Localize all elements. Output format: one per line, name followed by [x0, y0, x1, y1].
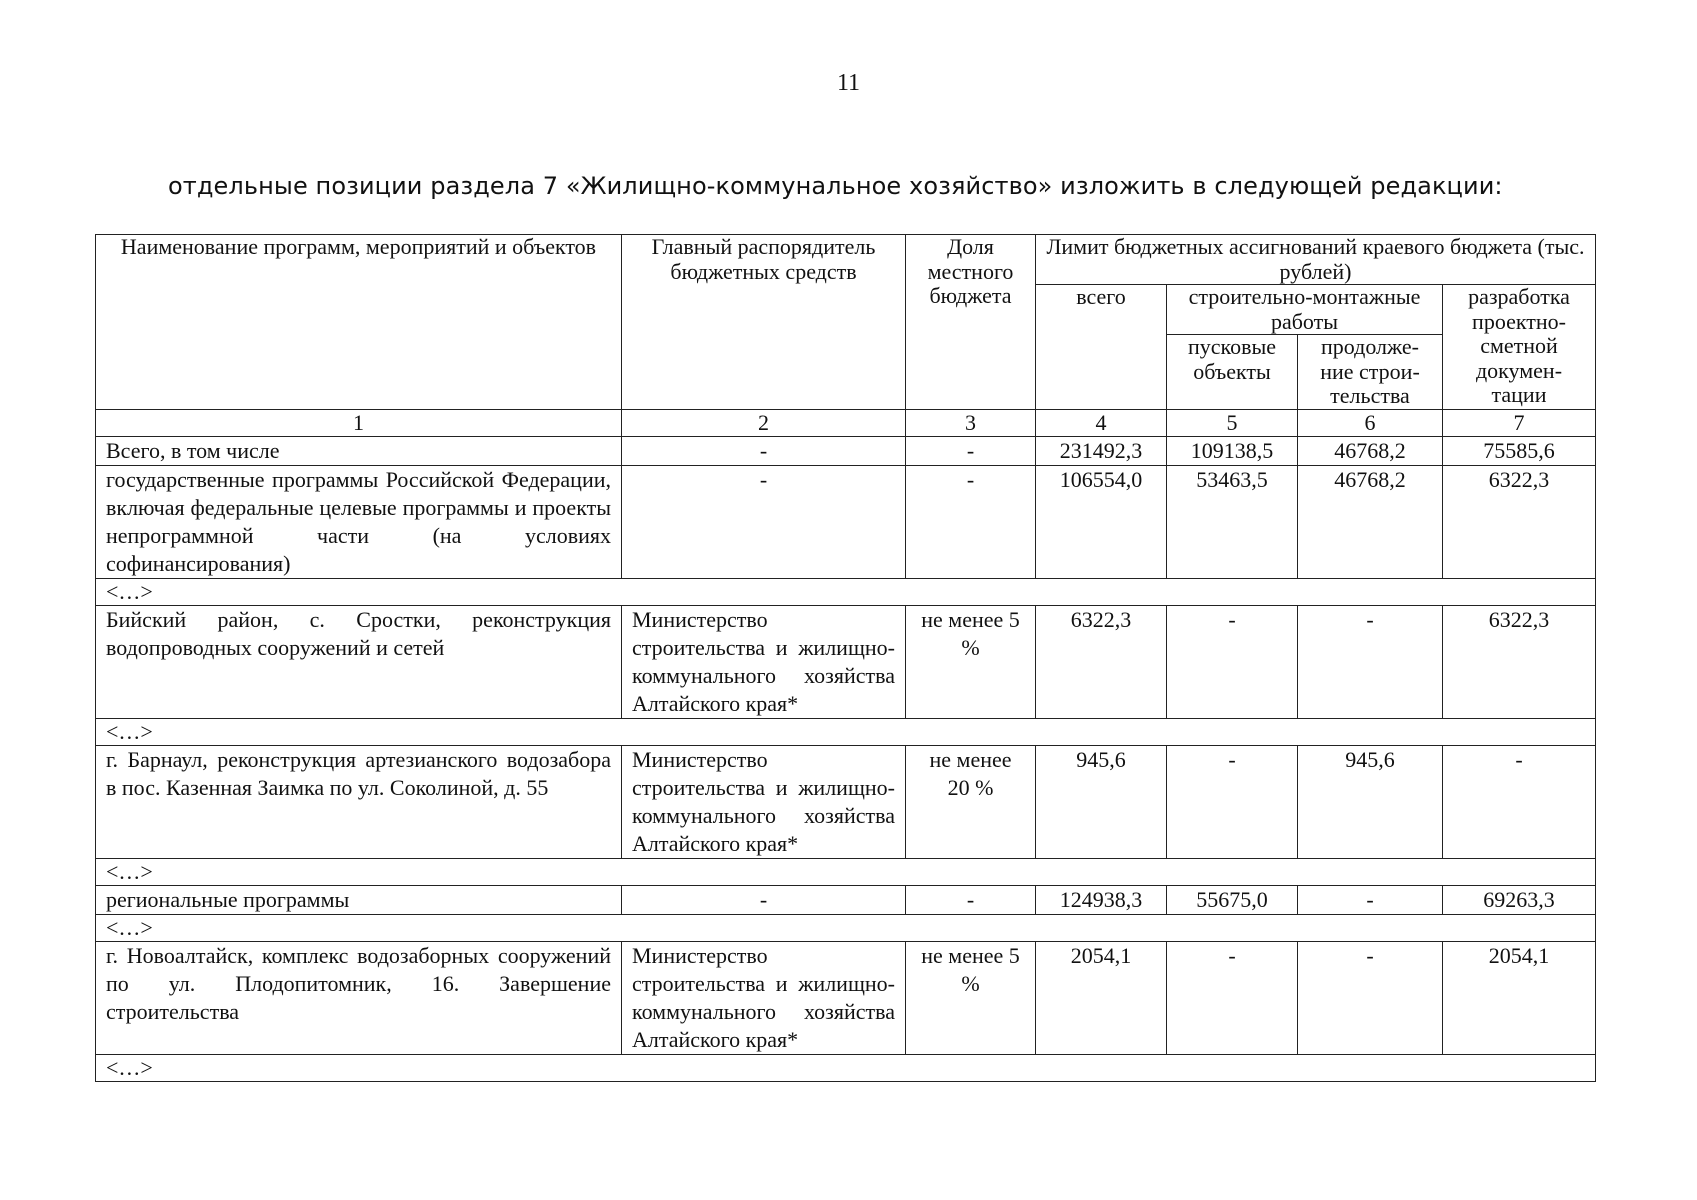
ellipsis-marker: <…>: [96, 718, 1596, 745]
row-manager: Министерство строительства и жилищно-коммунального хозяйства Алтайского края*: [622, 745, 906, 858]
header-launch: пусковые объекты: [1167, 335, 1298, 410]
header-construction: строительно-монтажные работы: [1167, 285, 1443, 335]
row-name: региональные программы: [96, 885, 622, 914]
row-launch: -: [1167, 745, 1298, 858]
row-share: -: [906, 885, 1036, 914]
row-launch: -: [1167, 941, 1298, 1054]
row-name: государственные программы Российской Федерации, включая федеральные целевые программы и проекты непрограммной части (на условиях софинансирования): [96, 465, 622, 578]
row-share: -: [906, 436, 1036, 465]
row-manager: Министерство строительства и жилищно-коммунального хозяйства Алтайского края*: [622, 605, 906, 718]
table-row: [96, 465, 1596, 578]
row-manager: -: [622, 436, 906, 465]
row-name: Всего, в том числе: [96, 436, 622, 465]
header-name: Наименование программ, мероприятий и объектов: [96, 235, 622, 410]
row-share: -: [906, 465, 1036, 578]
row-manager: Министерство строительства и жилищно-коммунального хозяйства Алтайского края*: [622, 941, 906, 1054]
ellipsis-row: [96, 1054, 1596, 1081]
row-launch: 53463,5: [1167, 465, 1298, 578]
ellipsis-row: [96, 718, 1596, 745]
table-row: [96, 941, 1596, 1054]
row-continuation: -: [1298, 941, 1443, 1054]
header-share: Доля местного бюджета: [906, 235, 1036, 410]
column-number: 4: [1036, 409, 1167, 436]
header-continuation: продолже-ние строи-тельства: [1298, 335, 1443, 410]
ellipsis-marker: <…>: [96, 914, 1596, 941]
row-manager: -: [622, 885, 906, 914]
column-number: 5: [1167, 409, 1298, 436]
row-design: 2054,1: [1443, 941, 1596, 1054]
header-row-1: [96, 235, 1596, 285]
column-number: 6: [1298, 409, 1443, 436]
row-design: -: [1443, 745, 1596, 858]
row-share: не менее 5 %: [906, 941, 1036, 1054]
column-number: 1: [96, 409, 622, 436]
column-number: 2: [622, 409, 906, 436]
row-total: 2054,1: [1036, 941, 1167, 1054]
ellipsis-marker: <…>: [96, 578, 1596, 605]
row-total: 106554,0: [1036, 465, 1167, 578]
ellipsis-row: [96, 914, 1596, 941]
table-row: [96, 605, 1596, 718]
row-design: 6322,3: [1443, 605, 1596, 718]
row-continuation: 46768,2: [1298, 465, 1443, 578]
row-launch: 109138,5: [1167, 436, 1298, 465]
row-launch: 55675,0: [1167, 885, 1298, 914]
table-row: [96, 885, 1596, 914]
ellipsis-marker: <…>: [96, 1054, 1596, 1081]
row-name: г. Новоалтайск, комплекс водозаборных сооружений по ул. Плодопитомник, 16. Завершение строительства: [96, 941, 622, 1054]
header-manager: Главный распорядитель бюджетных средств: [622, 235, 906, 410]
table-row: [96, 745, 1596, 858]
column-number: 3: [906, 409, 1036, 436]
row-continuation: -: [1298, 885, 1443, 914]
row-continuation: 46768,2: [1298, 436, 1443, 465]
header-total: всего: [1036, 285, 1167, 410]
row-total: 231492,3: [1036, 436, 1167, 465]
row-launch: -: [1167, 605, 1298, 718]
intro-paragraph: отдельные позиции раздела 7 «Жилищно-коммунальное хозяйство» изложить в следующей редакции:: [168, 172, 1503, 200]
header-design: разработка проектно-сметной докумен-тации: [1443, 285, 1596, 410]
row-name: Бийский район, с. Сростки, реконструкция водопроводных сооружений и сетей: [96, 605, 622, 718]
ellipsis-row: [96, 858, 1596, 885]
header-limit: Лимит бюджетных ассигнований краевого бюджета (тыс. рублей): [1036, 235, 1596, 285]
row-total: 945,6: [1036, 745, 1167, 858]
row-name: г. Барнаул, реконструкция артезианского водозабора в пос. Казенная Заимка по ул. Соколиной, д. 55: [96, 745, 622, 858]
row-manager: -: [622, 465, 906, 578]
table-row: [96, 436, 1596, 465]
row-design: 75585,6: [1443, 436, 1596, 465]
row-continuation: 945,6: [1298, 745, 1443, 858]
row-design: 6322,3: [1443, 465, 1596, 578]
ellipsis-marker: <…>: [96, 858, 1596, 885]
row-continuation: -: [1298, 605, 1443, 718]
row-total: 6322,3: [1036, 605, 1167, 718]
row-design: 69263,3: [1443, 885, 1596, 914]
page-number: 11: [836, 70, 861, 96]
budget-table: [95, 234, 1596, 1082]
ellipsis-row: [96, 578, 1596, 605]
column-number-row: [96, 409, 1596, 436]
row-share: не менее 20 %: [906, 745, 1036, 858]
row-total: 124938,3: [1036, 885, 1167, 914]
row-share: не менее 5 %: [906, 605, 1036, 718]
column-number: 7: [1443, 409, 1596, 436]
